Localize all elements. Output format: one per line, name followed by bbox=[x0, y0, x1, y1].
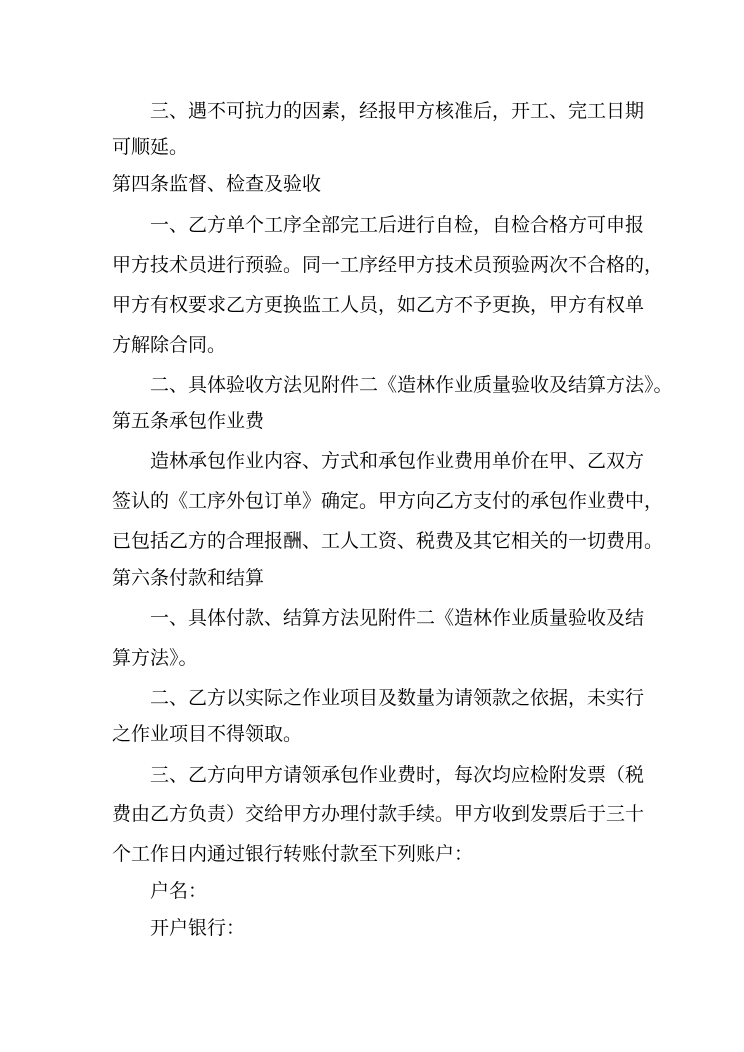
text-line: 之作业项目不得领取。 bbox=[112, 723, 303, 745]
text-line: 造林承包作业内容、方式和承包作业费用单价在甲、乙双方 bbox=[150, 450, 645, 472]
text-line: 签认的《工序外包订单》确定。甲方向乙方支付的承包作业费中， bbox=[112, 490, 664, 512]
section-heading: 第五条承包作业费 bbox=[112, 410, 265, 432]
text-line: 二、具体验收方法见附件二《造林作业质量验收及结算方法》。 bbox=[150, 374, 673, 396]
text-line: 三、遇不可抗力的因素，经报甲方核准后，开工、完工日期 bbox=[150, 100, 645, 122]
section-heading: 第六条付款和结算 bbox=[112, 567, 265, 589]
text-line: 算方法》。 bbox=[112, 647, 198, 669]
text-line: 二、乙方以实际之作业项目及数量为请领款之依据，未实行 bbox=[150, 687, 645, 709]
text-line: 甲方技术员进行预验。同一工序经甲方技术员预验两次不合格的， bbox=[112, 254, 664, 276]
text-line: 费由乙方负责）交给甲方办理付款手续。甲方收到发票后于三十 bbox=[112, 803, 645, 825]
section-heading: 第四条监督、检查及验收 bbox=[112, 173, 322, 195]
account-name-label: 户名： bbox=[150, 880, 208, 902]
text-line: 可顺延。 bbox=[112, 136, 189, 158]
text-line: 甲方有权要求乙方更换监工人员，如乙方不予更换，甲方有权单 bbox=[112, 294, 645, 316]
text-line: 个工作日内通过银行转账付款至下列账户： bbox=[112, 843, 474, 865]
bank-name-label: 开户银行： bbox=[150, 917, 246, 939]
text-line: 一、乙方单个工序全部完工后进行自检，自检合格方可申报 bbox=[150, 214, 645, 236]
text-line: 一、具体付款、结算方法见附件二《造林作业质量验收及结 bbox=[150, 607, 645, 629]
text-line: 三、乙方向甲方请领承包作业费时，每次均应检附发票（税 bbox=[150, 764, 645, 786]
text-line: 已包括乙方的合理报酬、工人工资、税费及其它相关的一切费用。 bbox=[112, 530, 664, 552]
text-line: 方解除合同。 bbox=[112, 334, 227, 356]
